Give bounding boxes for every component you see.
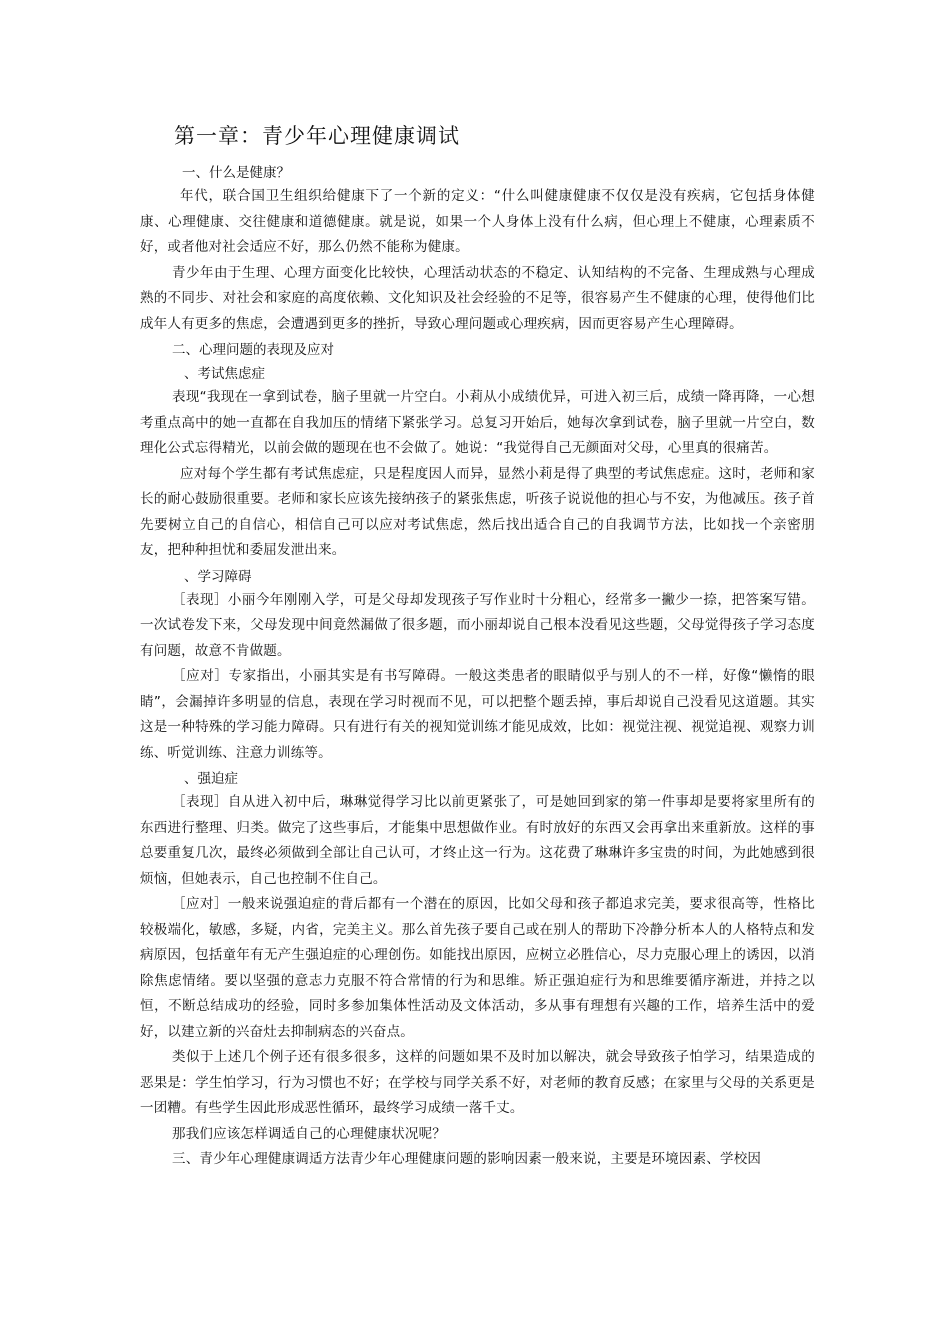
subsection-heading-ocd: 、强迫症 [184, 771, 238, 787]
subsection-heading-learning-disorder: 、学习障碍 [184, 568, 252, 585]
document-page [140, 118, 815, 1172]
paragraph-health-definition: 年代，联合国卫生组织给健康下了一个新的定义：“什么叫健康健康不仅仅是没有疾病，它包括身体健康、心理健康、交往健康和道德健康。就是说，如果一个人身体上没有什么病，但心理上不健康，心理素质不好，或者他对社会适应不好，那么仍然不能称为健康。 [140, 188, 815, 255]
paragraph-question: 那我们应该怎样调适自己的心理健康状况呢？ [172, 1125, 446, 1142]
section-heading-health: 一、什么是健康？ [182, 165, 290, 181]
paragraph-ocd-response: ［应对］一般来说强迫症的背后都有一个潜在的原因，比如父母和孩子都追求完美，要求很高等，性格比较极端化，敏感，多疑，内省，完美主义。那么首先孩子要自己或在别人的帮助下冷静分析本人的人格特点和发病原因，包括童年有无产生强迫症的心理创伤。如能找出原因，应树立必胜信心，尽力克服心理上的诱因，以消除焦虑情绪。要以坚强的意志力克服不符合常情的行为和思维。矫正强迫症行为和思维要循序渐进，并持之以恒，不断总结成功的经验，同时多参加集体性活动及文体活动，多从事有理想有兴趣的工作，培养生活中的爱好，以建立新的兴奋灶去抑制病态的兴奋点。 [140, 896, 815, 1040]
paragraph-ocd-symptom: ［表现］自从进入初中后，琳琳觉得学习比以前更紧张了，可是她回到家的第一件事却是要将家里所有的东西进行整理、归类。做完了这些事后，才能集中思想做作业。有时放好的东西又会再拿出来重新放。这样的事总要重复几次，最终必须做到全部让自己认可，才终止这一行为。这花费了琳琳许多宝贵的时间，为此她感到很烦恼，但她表示，自己也控制不住自己。 [140, 794, 815, 887]
subsection-heading-exam-anxiety: 、考试焦虑症 [184, 366, 265, 382]
paragraph-exam-anxiety-symptom: 表现“我现在一拿到试卷，脑子里就一片空白。小莉从小成绩优异，可进入初三后，成绩一降再降，一心想考重点高中的她一直都在自我加压的情绪下紧张学习。总复习开始后，她每次拿到试卷，脑子里就一片空白，数理化公式忘得精光，以前会做的题现在也不会做了。她说：“我觉得自己无颜面对父母，心里真的很痛苦。 [140, 389, 815, 456]
chapter-title: 第一章：青少年心理健康调试 [174, 124, 460, 148]
paragraph-summary: 类似于上述几个例子还有很多很多，这样的问题如果不及时加以解决，就会导致孩子怕学习，结果造成的恶果是：学生怕学习，行为习惯也不好；在学校与同学关系不好，对老师的教育反感；在家里与父母的关系更是一团糟。有些学生因此形成恶性循环，最终学习成绩一落千丈。 [140, 1049, 815, 1116]
paragraph-learning-disorder-response: ［应对］专家指出，小丽其实是有书写障碍。一般这类患者的眼睛似乎与别人的不一样，好像“懒惰的眼睛”，会漏掉许多明显的信息，表现在学习时视而不见，可以把整个题丢掉，事后却说自己没看见这道题。其实这是一种特殊的学习能力障碍。只有进行有关的视知觉训练才能见成效，比如：视觉注视、视觉追视、观察力训练、听觉训练、注意力训练等。 [140, 668, 815, 761]
paragraph-learning-disorder-symptom: ［表现］小丽今年刚刚入学，可是父母却发现孩子写作业时十分粗心，经常多一撇少一捺，把答案写错。一次试卷发下来，父母发现中间竟然漏做了很多题，而小丽却说自己根本没看见这些题，父母觉得孩子学习态度有问题，故意不肯做题。 [140, 591, 815, 659]
paragraph-exam-anxiety-response: 应对每个学生都有考试焦虑症，只是程度因人而异，显然小莉是得了典型的考试焦虑症。这时，老师和家长的耐心鼓励很重要。老师和家长应该先接纳孩子的紧张焦虑，听孩子说说他的担心与不安，为他减压。孩子首先要树立自己的自信心，相信自己可以应对考试焦虑，然后找出适合自己的自我调节方法，比如找一个亲密朋友，把种种担忧和委屈发泄出来。 [140, 465, 815, 558]
section-heading-problems: 二、心理问题的表现及应对 [172, 342, 334, 358]
section-heading-methods: 三、青少年心理健康调适方法青少年心理健康问题的影响因素一般来说，主要是环境因素、学校因 [172, 1151, 762, 1167]
paragraph-youth-psychology: 青少年由于生理、心理方面变化比较快，心理活动状态的不稳定、认知结构的不完备、生理成熟与心理成熟的不同步、对社会和家庭的高度依赖、文化知识及社会经验的不足等，很容易产生不健康的心理，使得他们比成年人有更多的焦虑，会遭遇到更多的挫折，导致心理问题或心理疾病，因而更容易产生心理障碍。 [140, 264, 815, 332]
